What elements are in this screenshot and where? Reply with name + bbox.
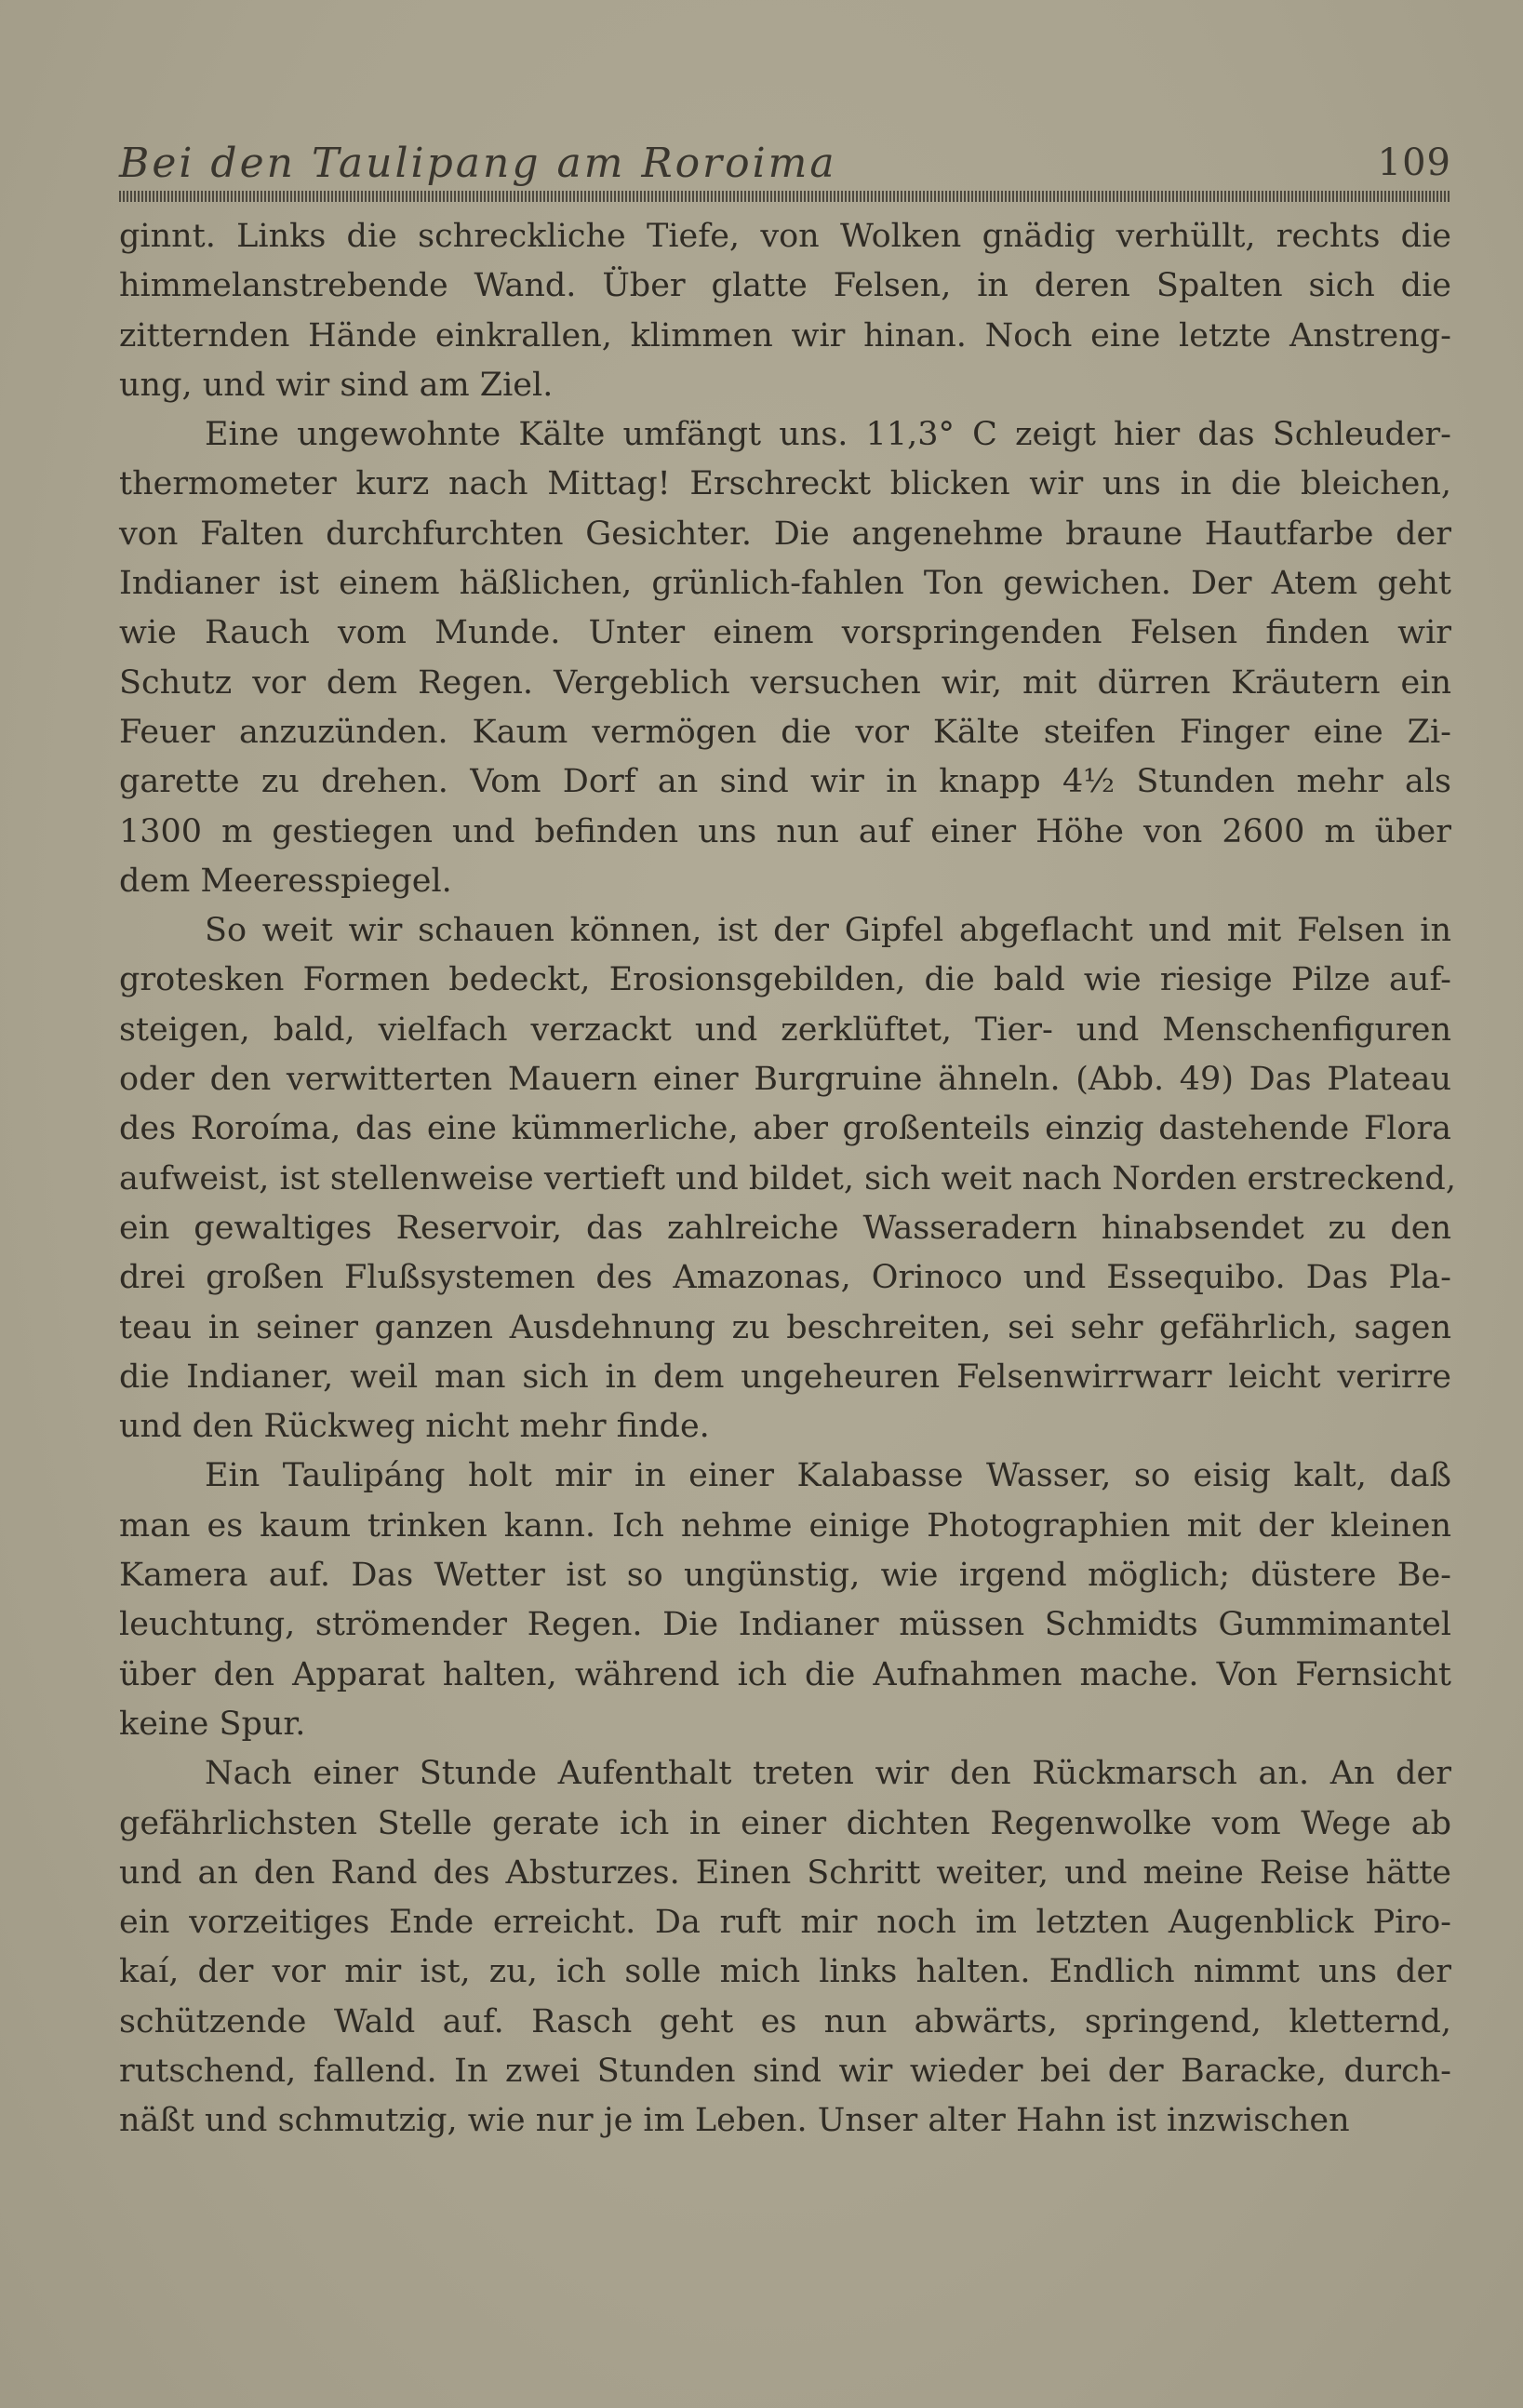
text-line: Nach einer Stunde Aufenthalt treten wir den Rückmarsch an. An der [205, 1755, 1451, 1793]
paragraph [119, 1451, 1451, 1749]
text-line: 1300 m gestiegen und befinden uns nun auf einer Höhe von 2600 m über [119, 812, 1451, 850]
text-line: zitternden Hände einkrallen, klimmen wir hinan. Noch eine letzte Anstreng- [119, 316, 1451, 355]
text-line: oder den verwitterten Mauern einer Burgruine ähneln. (Abb. 49) Das Plateau [119, 1061, 1451, 1099]
text-line: ung, und wir sind am Ziel. [119, 366, 554, 404]
text-line: ein vorzeitiges Ende erreicht. Da ruft mir noch im letzten Augenblick Piro- [119, 1904, 1451, 1942]
header-rule [119, 191, 1451, 202]
text-line: man es kaum trinken kann. Ich nehme einige Photographien mit der kleinen [119, 1506, 1451, 1545]
body-text [119, 212, 1456, 2147]
text-line: garette zu drehen. Vom Dorf an sind wir in knapp 4½ Stunden mehr als [119, 763, 1451, 801]
text-line: aufweist, ist stellenweise vertieft und bildet, sich weit nach Norden erstreckend, [119, 1159, 1456, 1197]
text-line: ginnt. Links die schreckliche Tiefe, von Wolken gnädig verhüllt, rechts die [119, 218, 1451, 255]
text-line: ein gewaltiges Reservoir, das zahlreiche Wasseradern hinabsendet zu den [119, 1209, 1451, 1247]
text-line: Schutz vor dem Regen. Vergeblich versuchen wir, mit dürren Kräutern ein [119, 663, 1451, 702]
page-header [119, 140, 1451, 195]
text-line: grotesken Formen bedeckt, Erosionsgebilden, die bald wie riesige Pilze auf- [119, 961, 1451, 999]
text-line: Feuer anzuzünden. Kaum vermögen die vor Kälte steifen Finger eine Zi- [119, 713, 1451, 751]
page-number: 109 [1377, 141, 1451, 184]
text-line: keine Spur. [119, 1705, 306, 1743]
text-line: dem Meeresspiegel. [119, 862, 452, 900]
text-line: rutschend, fallend. In zwei Stunden sind wir wieder bei der Baracke, durch- [119, 2052, 1451, 2090]
text-line: thermometer kurz nach Mittag! Erschreckt blicken wir uns in die bleichen, [119, 465, 1451, 503]
text-line: schützende Wald auf. Rasch geht es nun abwärts, springend, kletternd, [119, 2002, 1451, 2040]
text-line: steigen, bald, vielfach verzackt und zerklüftet, Tier- und Menschenfiguren [119, 1010, 1451, 1049]
text-line: des Roroíma, das eine kümmerliche, aber großenteils einzig dastehende Flora [119, 1110, 1451, 1148]
text-line: leuchtung, strömender Regen. Die Indianer müssen Schmidts Gummimantel [119, 1606, 1451, 1644]
text-line: Eine ungewohnte Kälte umfängt uns. 11,3° C zeigt hier das Schleuder- [205, 416, 1451, 454]
text-line: gefährlichsten Stelle gerate ich in einer dichten Regenwolke vom Wege ab [119, 1804, 1451, 1842]
text-line: So weit wir schauen können, ist der Gipfel abgeflacht und mit Felsen in [205, 912, 1451, 950]
text-line: und an den Rand des Absturzes. Einen Schritt weiter, und meine Reise hätte [119, 1853, 1451, 1892]
paragraph [119, 906, 1456, 1451]
running-title: Bei den Taulipang am Roroima [119, 140, 837, 187]
text-line: teau in seiner ganzen Ausdehnung zu beschreiten, sei sehr gefährlich, sagen [119, 1308, 1451, 1346]
text-line: Indianer ist einem häßlichen, grünlich-fahlen Ton gewichen. Der Atem geht [119, 565, 1451, 603]
text-line: kaí, der vor mir ist, zu, ich solle mich links halten. Endlich nimmt uns der [119, 1953, 1451, 1991]
text-line: drei großen Flußsystemen des Amazonas, Orinoco und Essequibo. Das Pla- [119, 1259, 1451, 1297]
text-line: Kamera auf. Das Wetter ist so ungünstig, wie irgend möglich; düstere Be- [119, 1557, 1451, 1595]
text-line: Ein Taulipáng holt mir in einer Kalabasse Wasser, so eisig kalt, daß [205, 1457, 1451, 1495]
text-line: und den Rückweg nicht mehr finde. [119, 1408, 710, 1446]
text-line: von Falten durchfurchten Gesichter. Die angenehme braune Hautfarbe der [119, 515, 1451, 553]
text-line: die Indianer, weil man sich in dem ungeheuren Felsenwirrwarr leicht verirre [119, 1358, 1451, 1396]
text-line: wie Rauch vom Munde. Unter einem vorspringenden Felsen finden wir [119, 614, 1451, 652]
paragraph [119, 1749, 1451, 2146]
paragraph [119, 212, 1451, 410]
text-line: näßt und schmutzig, wie nur je im Leben. Unser alter Hahn ist inzwischen [119, 2102, 1350, 2140]
paragraph [119, 410, 1451, 906]
text-line: himmelanstrebende Wand. Über glatte Felsen, in deren Spalten sich die [119, 267, 1451, 305]
text-line: über den Apparat halten, während ich die Aufnahmen mache. Von Fernsicht [119, 1655, 1451, 1693]
